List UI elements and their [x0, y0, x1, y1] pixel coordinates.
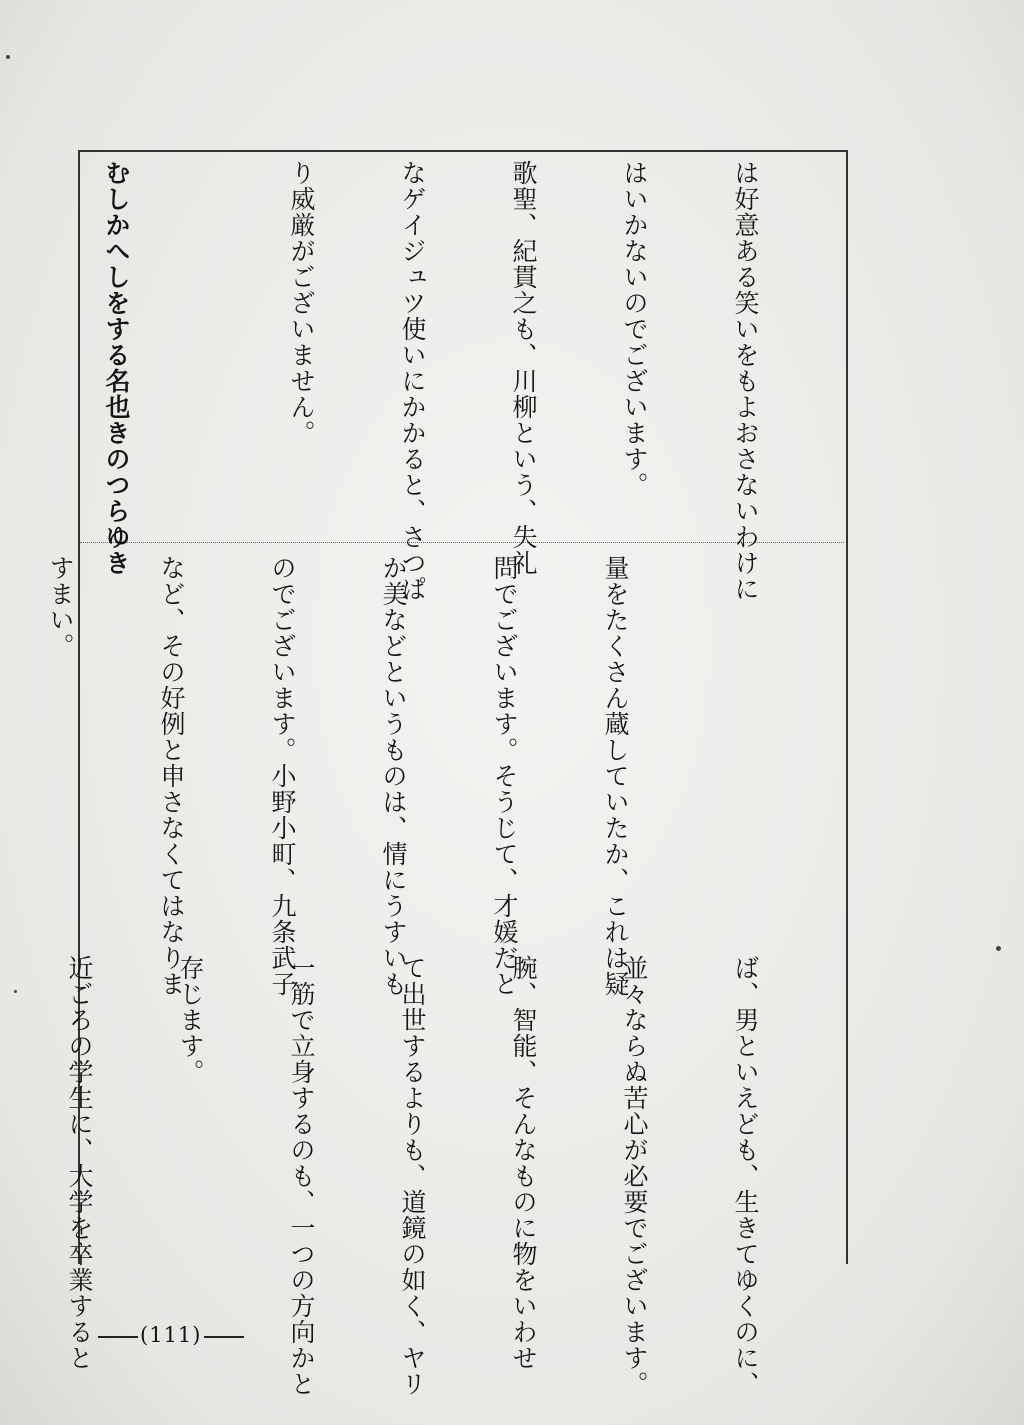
text-line: すまい。: [46, 555, 75, 659]
text-line: 量をたくさん蔵していたか、これは疑: [601, 555, 630, 997]
scan-speck: [14, 990, 17, 993]
text-line: 歌聖、紀貫之も、川柳という、失礼: [509, 160, 538, 576]
page-number-rule: [204, 1336, 244, 1338]
upper-text-block: [0, 160, 838, 602]
section-divider: [80, 542, 844, 544]
scan-speck: [6, 55, 10, 59]
text-line: 腕、智能、そんなものに物をいわせ: [509, 955, 538, 1371]
middle-text-block: [0, 555, 708, 997]
text-line: 一筋で立身するのも、一つの方向かと: [287, 955, 316, 1397]
text-line: など、その好例と申さなくてはなりま: [157, 555, 186, 997]
text-line: 近ごろの学生に、大学を卒業すると: [65, 955, 94, 1371]
text-line: 存じます。: [176, 955, 205, 1085]
page-number-rule: [98, 1336, 138, 1338]
text-line: 問でございます。そうじて、才媛だと: [490, 555, 519, 997]
text-line: か美などというものは、情にうすいも: [379, 555, 408, 997]
text-line: は好意ある笑いをもよおさないわけに: [731, 160, 760, 602]
scan-speck: [996, 946, 1001, 951]
text-line: 並々ならぬ苦心が必要でございます。: [620, 955, 649, 1397]
text-line: ば、男といえども、生きてゆくのに、: [731, 955, 760, 1397]
page-number-footer: (111): [96, 1323, 246, 1347]
text-line: なゲイジュツ使いにかかると、さつぱ: [398, 160, 427, 602]
page-number: 111: [149, 1323, 193, 1347]
text-line: はいかないのでございます。: [620, 160, 649, 498]
text-line: り威厳がございません。: [287, 160, 316, 446]
text-line: のでございます。小野小町、九条武子: [268, 555, 297, 997]
text-line: て出世するよりも、道鏡の如く、ヤリ: [398, 955, 427, 1397]
senryu-heading: むしかへしをする名也きのつらゆき: [102, 160, 131, 576]
